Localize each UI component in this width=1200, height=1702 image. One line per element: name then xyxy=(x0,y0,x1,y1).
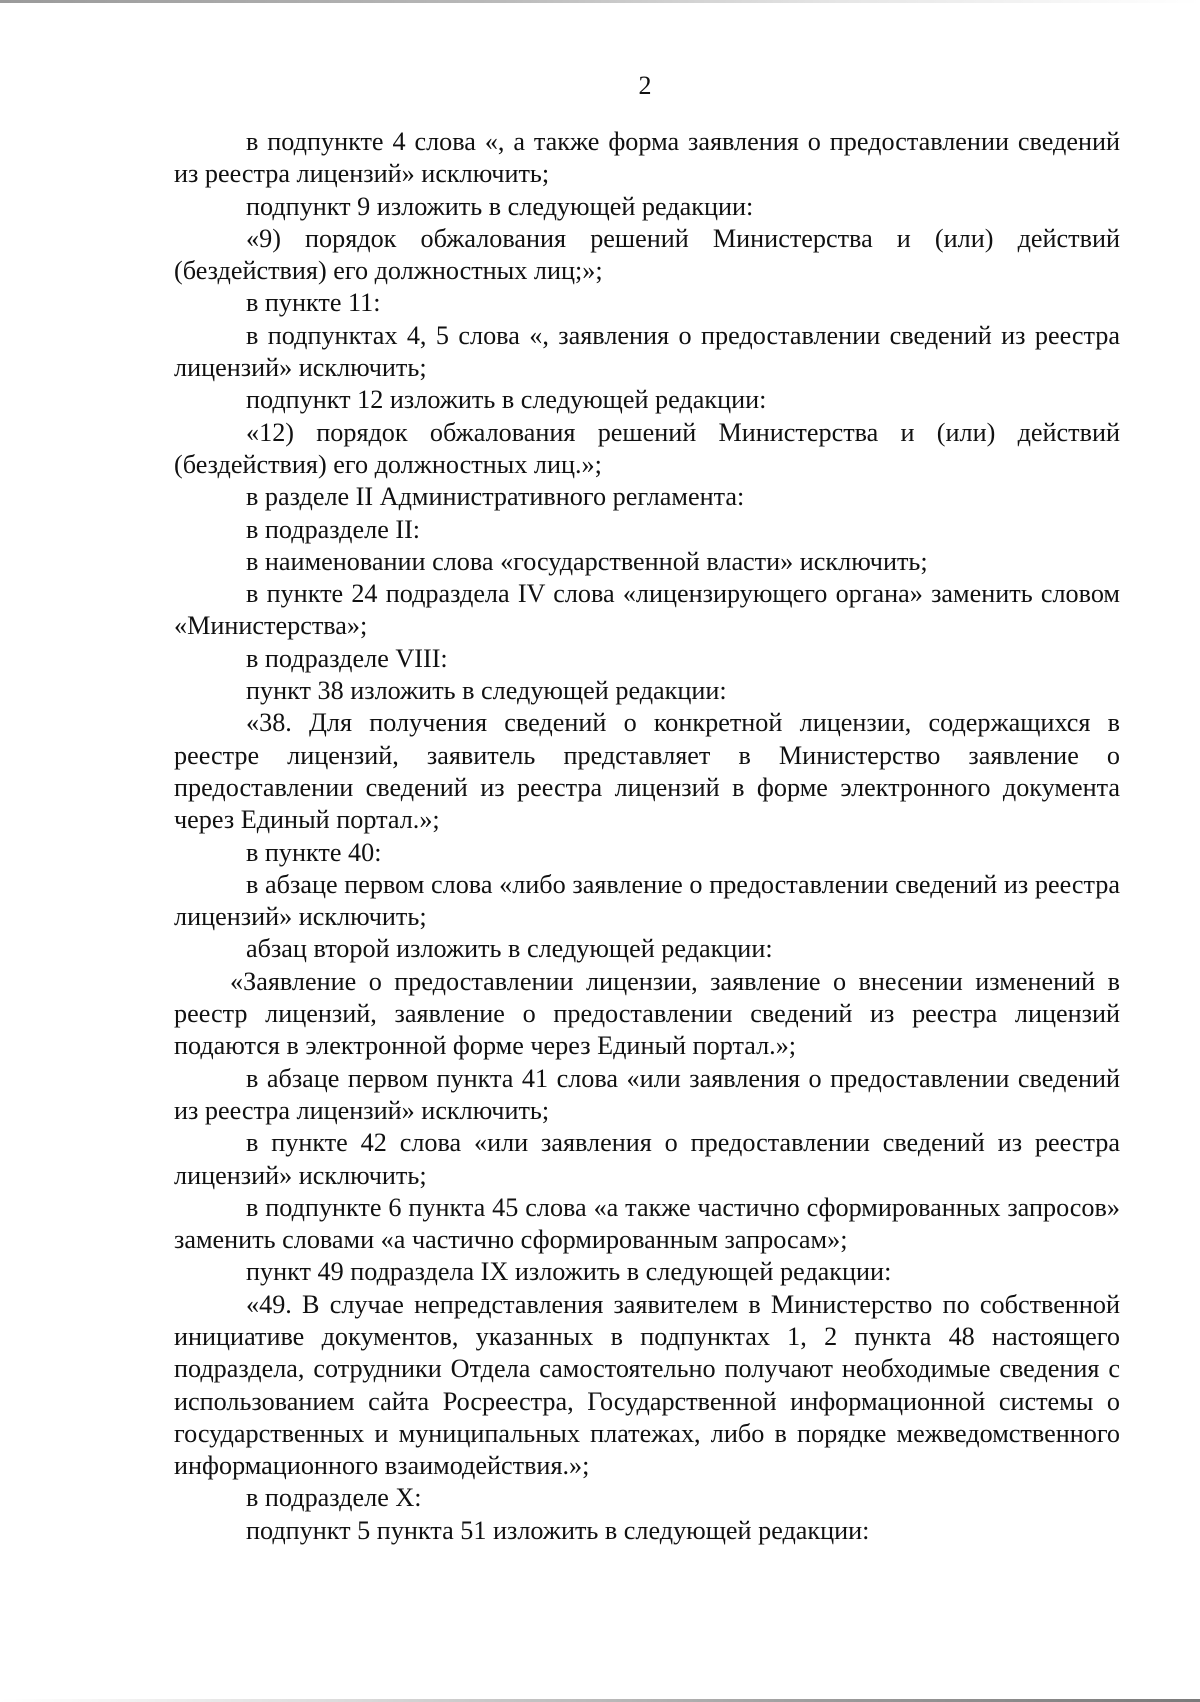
paragraph: «9) порядок обжалования решений Министерства и (или) действий (бездействия) его должностных лиц;»; xyxy=(174,223,1120,286)
paragraph: пункт 49 подраздела IX изложить в следующей редакции: xyxy=(246,1257,892,1287)
paragraph: «Заявление о предоставлении лицензии, заявление о внесении изменений в реестр лицензий, заявление о предоставлении сведений из реестра лицензий подаются в электронной форме через Единый портал.»; xyxy=(174,966,1120,1061)
paragraph: в подпунктах 4, 5 слова «, заявления о предоставлении сведений из реестра лицензий» исключить; xyxy=(174,320,1120,383)
paragraph: в подразделе II: xyxy=(246,514,421,544)
paragraph: «38. Для получения сведений о конкретной лицензии, содержащихся в реестре лицензий, заявитель представляет в Министерство заявление о предоставлении сведений из реестра лицензий в форме электронного документа через Единый портал.»; xyxy=(174,708,1120,835)
paragraph: подпункт 5 пункта 51 изложить в следующей редакции: xyxy=(246,1515,870,1545)
paragraph: подпункт 9 изложить в следующей редакции: xyxy=(246,191,754,221)
paragraph: в подразделе VIII: xyxy=(246,643,448,673)
paragraph: в пункте 42 слова «или заявления о предоставлении сведений из реестра лицензий» исключить; xyxy=(174,1128,1120,1190)
page-number: 2 xyxy=(638,71,652,100)
paragraph: в пункте 40: xyxy=(246,837,382,867)
paragraph: в разделе II Административного регламента: xyxy=(246,482,745,512)
document-body xyxy=(174,126,1120,1547)
paragraph: подпункт 12 изложить в следующей редакции: xyxy=(246,385,767,415)
paragraph: «49. В случае непредставления заявителем в Министерство по собственной инициативе документов, указанных в подпунктах 1, 2 пункта 48 настоящего подраздела, сотрудники Отдела самостоятельно получают необходимые сведения с использованием сайта Росреестра, Государственной информационной системы о государственных и муниципальных платежах, либо в порядке межведомственного информационного взаимодействия.»; xyxy=(174,1289,1120,1481)
paragraph: в подразделе X: xyxy=(246,1483,422,1513)
paragraph: в наименовании слова «государственной власти» исключить; xyxy=(246,546,928,576)
paragraph: абзац второй изложить в следующей редакции: xyxy=(246,934,773,964)
paragraph: в абзаце первом слова «либо заявление о предоставлении сведений из реестра лицензий» исключить; xyxy=(174,869,1120,932)
paragraph: в подпункте 6 пункта 45 слова «а также частично сформированных запросов» заменить словами «а частично сформированным запросам»; xyxy=(174,1192,1120,1255)
paragraph: «12) порядок обжалования решений Министерства и (или) действий (бездействия) его должностных лиц.»; xyxy=(174,417,1120,479)
paragraph: в пункте 24 подраздела IV слова «лицензирующего органа» заменить словом «Министерства»; xyxy=(174,579,1120,641)
paragraph: в пункте 11: xyxy=(246,288,381,318)
paragraph: в абзаце первом пункта 41 слова «или заявления о предоставлении сведений из реестра лицензий» исключить; xyxy=(174,1063,1120,1125)
paragraph: пункт 38 изложить в следующей редакции: xyxy=(246,676,727,706)
scan-edge-top xyxy=(0,0,1200,3)
paragraph: в подпункте 4 слова «, а также форма заявления о предоставлении сведений из реестра лицензий» исключить; xyxy=(174,127,1120,189)
